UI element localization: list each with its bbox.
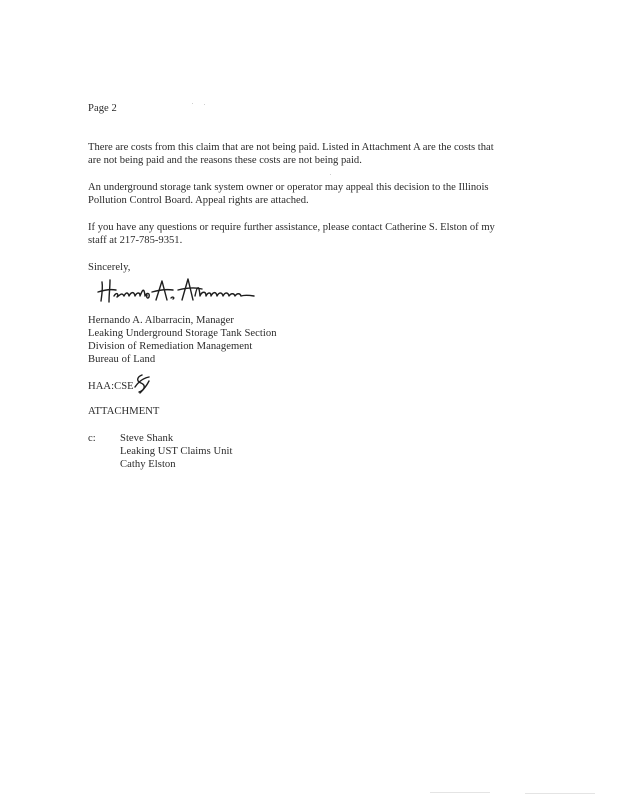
paragraph-line: If you have any questions or require further assistance, please contact Catherine S. Elston of my (88, 222, 495, 233)
cc-recipient: Cathy Elston (120, 459, 176, 470)
paragraph-line: An underground storage tank system owner or operator may appeal this decision to the Illinois (88, 182, 489, 193)
cc-recipient: Steve Shank (120, 433, 174, 444)
scan-edge-line (430, 792, 490, 793)
attachment-label: ATTACHMENT (88, 406, 160, 417)
cc-label: c: (88, 433, 96, 444)
scan-speck (330, 174, 331, 175)
scan-speck (192, 103, 193, 104)
cc-recipient: Leaking UST Claims Unit (120, 446, 233, 457)
paragraph-line: staff at 217-785-9351. (88, 235, 183, 247)
signer-bureau: Bureau of Land (88, 354, 156, 365)
signer-division: Division of Remediation Management (88, 341, 253, 352)
paragraph-appeal (88, 181, 538, 208)
paragraph-contact (88, 221, 538, 248)
paragraph-line: Pollution Control Board. Appeal rights are attached. (88, 195, 309, 207)
page-number: Page 2 (88, 103, 117, 114)
signer-name-title: Hernando A. Albarracin, Manager (88, 315, 234, 326)
handwritten-initial-mark (130, 373, 152, 395)
signer-section: Leaking Underground Storage Tank Section (88, 328, 277, 339)
paragraph-line: There are costs from this claim that are not being paid. Listed in Attachment A are the costs that (88, 142, 494, 153)
scan-speck (204, 104, 205, 105)
scan-edge-line (525, 793, 595, 794)
handwritten-signature (96, 276, 261, 306)
reference-initials: HAA:CSE (88, 381, 134, 392)
paragraph-line: are not being paid and the reasons these costs are not being paid. (88, 155, 362, 167)
paragraph-costs (88, 141, 538, 168)
closing: Sincerely, (88, 262, 131, 273)
